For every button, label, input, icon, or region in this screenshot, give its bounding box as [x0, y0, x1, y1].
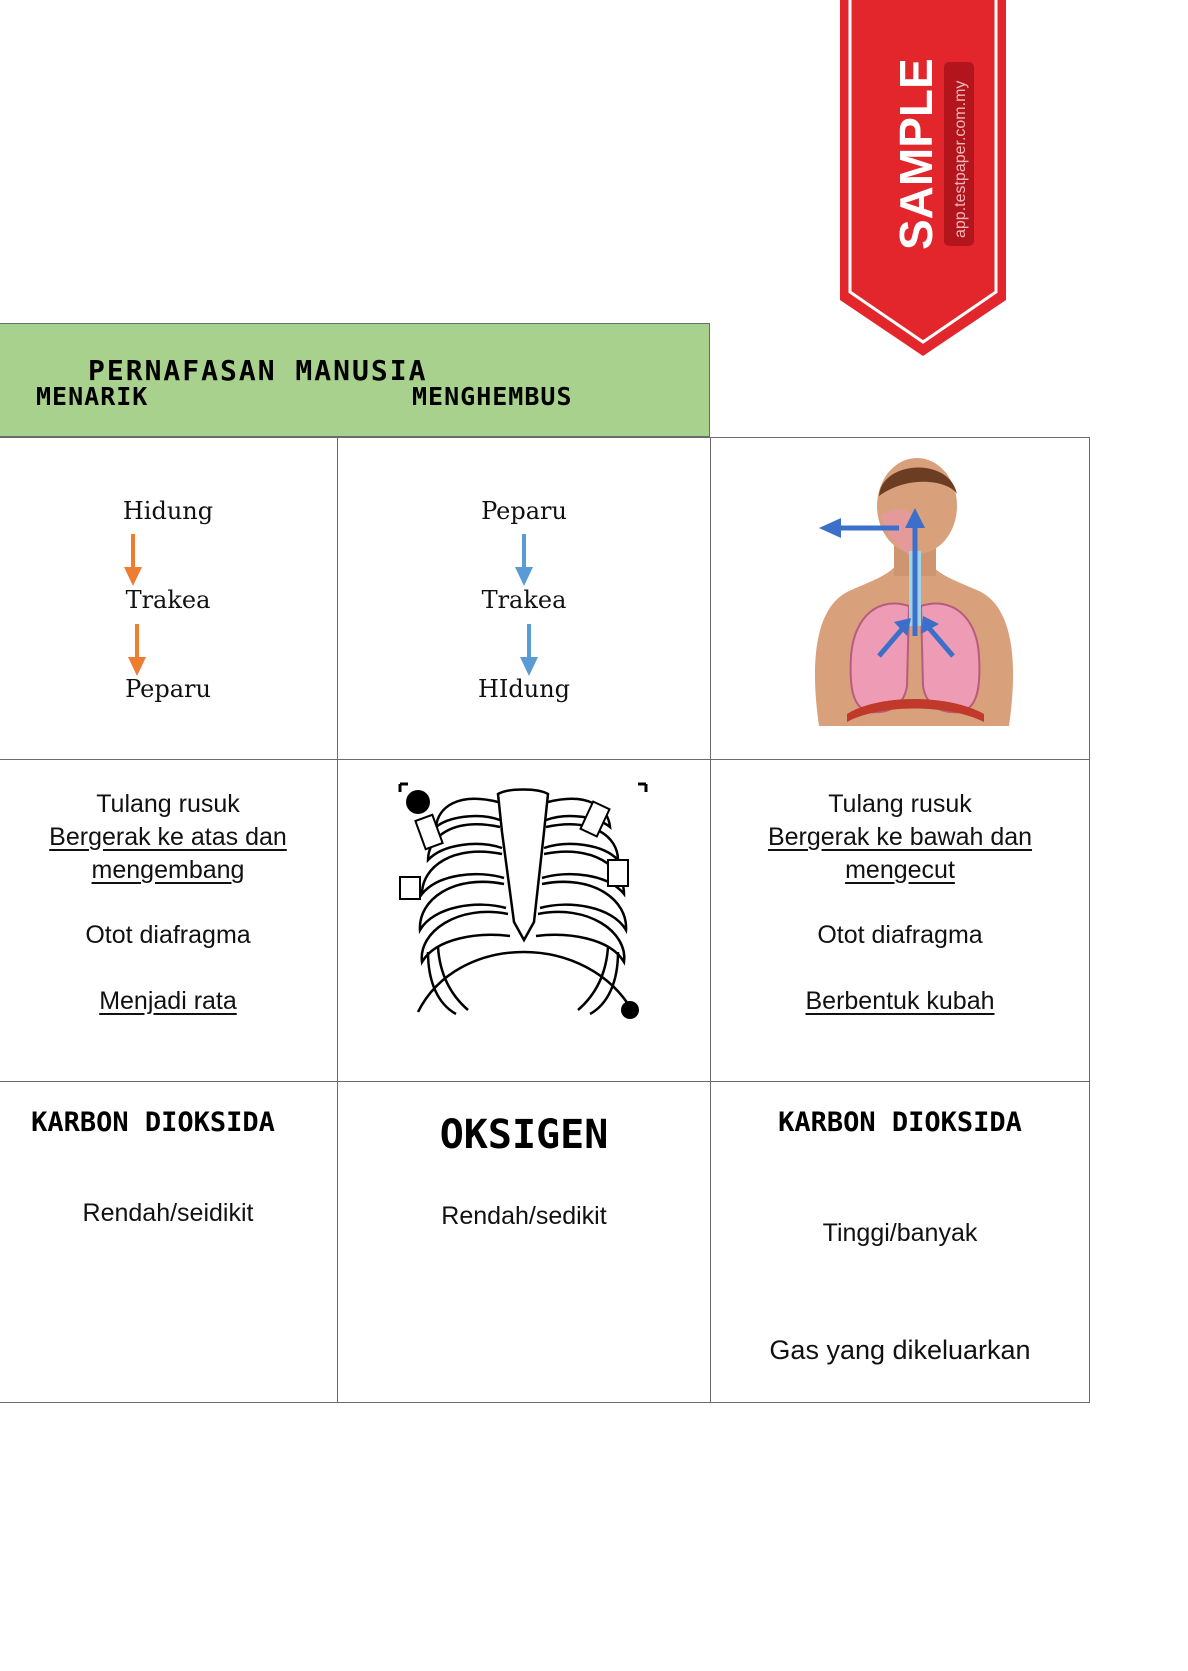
oxygen-cell — [337, 1081, 711, 1403]
flow-step: HIdung — [477, 675, 571, 703]
diaphragm-state: Menjadi rata — [99, 987, 237, 1015]
inhale-airflow-cell — [0, 437, 338, 760]
sample-ribbon — [840, 0, 1006, 356]
inhale-mechanism-cell — [0, 759, 338, 1082]
ribcage-movement: Bergerak ke atas dan — [49, 823, 287, 851]
respiratory-system-illustration — [799, 456, 1029, 726]
inhale-carbon-dioxide-cell — [0, 1081, 338, 1403]
flow-step: Trakea — [125, 586, 211, 614]
gas-level: Rendah/sedikit — [441, 1202, 607, 1230]
exhale-carbon-dioxide-cell — [710, 1081, 1090, 1403]
breathing-table — [0, 437, 1090, 1403]
diaphragm-label: Otot diafragma — [85, 921, 251, 949]
down-arrow-icon — [127, 624, 147, 676]
exhale-mechanism-cell — [710, 759, 1090, 1082]
table-header — [0, 323, 710, 437]
flow-step: Peparu — [481, 497, 567, 525]
column-label-inhale: MENARIK — [36, 382, 149, 411]
column-label-exhale: MENGHEMBUS — [412, 382, 573, 411]
gas-title: OKSIGEN — [439, 1112, 609, 1158]
gas-level: Rendah/seidikit — [82, 1199, 254, 1227]
ribcage-illustration — [398, 782, 648, 1022]
ribcage-movement-cont: mengembang — [91, 856, 245, 884]
sample-text: SAMPLE — [890, 58, 942, 250]
flow-step: Peparu — [125, 675, 211, 703]
respiratory-system-illustration-cell — [710, 437, 1090, 760]
diaphragm-label: Otot diafragma — [817, 921, 983, 949]
exhale-airflow-cell — [337, 437, 711, 760]
down-arrow-icon — [123, 534, 143, 586]
ribcage-movement: Bergerak ke bawah dan — [767, 823, 1033, 851]
gas-level: Tinggi/banyak — [822, 1219, 978, 1247]
gas-note: Gas yang dikeluarkan — [769, 1335, 1031, 1365]
flow-step: Trakea — [481, 586, 567, 614]
down-arrow-icon — [514, 534, 534, 586]
ribcage-label: Tulang rusuk — [96, 790, 240, 818]
ribcage-movement-cont: mengecut — [845, 856, 955, 884]
diaphragm-state: Berbentuk kubah — [805, 987, 995, 1015]
sample-url: app.testpaper.com.my — [952, 80, 969, 238]
down-arrow-icon — [519, 624, 539, 676]
gas-title: KARBON DIOKSIDA — [31, 1107, 275, 1138]
ribcage-label: Tulang rusuk — [828, 790, 972, 818]
ribcage-illustration-cell — [337, 759, 711, 1082]
table-title: PERNAFASAN MANUSIA — [88, 354, 428, 387]
flow-step: Hidung — [122, 497, 214, 525]
gas-title: KARBON DIOKSIDA — [778, 1107, 1022, 1138]
